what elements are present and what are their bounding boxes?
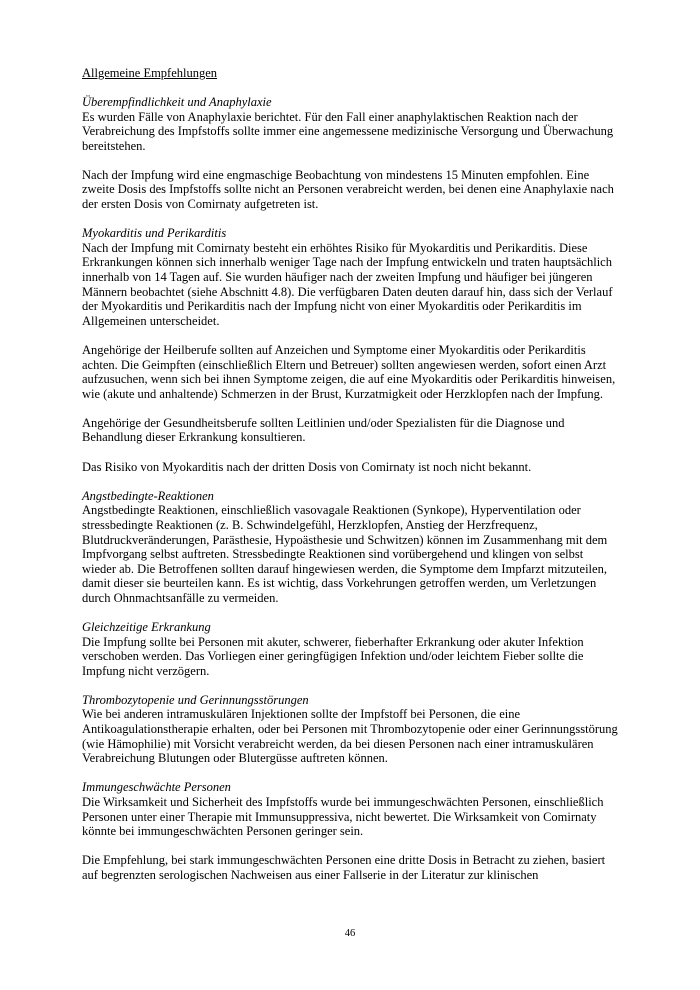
- paragraph: Nach der Impfung mit Comirnaty besteht ein erhöhtes Risiko für Myokarditis und Perikarditis. Diese Erkrankungen können sich innerhalb weniger Tage nach der Impfung entwickeln und traten hauptsächlich innerhalb von 14 Tagen auf. Sie wurden häufiger nach der zweiten Impfung und häufiger bei jüngeren Männern beobachtet (siehe Abschnitt 4.8). Die verfügbaren Daten deuten darauf hin, dass sich der Verlauf der Myokarditis und Perikarditis nach der Impfung nicht von einer Myokarditis oder Perikarditis im Allgemeinen unterscheidet.: [82, 240, 613, 328]
- page-title: Allgemeine Empfehlungen: [82, 66, 218, 80]
- page-number: 46: [344, 928, 356, 939]
- paragraph: Das Risiko von Myokarditis nach der dritten Dosis von Comirnaty ist noch nicht bekannt.: [82, 459, 532, 474]
- paragraph: Angehörige der Gesundheitsberufe sollten Leitlinien und/oder Spezialisten für die Diagnose und Behandlung dieser Erkrankung konsultieren.: [82, 415, 565, 445]
- section-title: Thrombozytopenie und Gerinnungsstörungen: [82, 692, 309, 707]
- paragraph: Wie bei anderen intramuskulären Injektionen sollte der Impfstoff bei Personen, die eine Antikoagulationstherapie erhalten, oder bei Personen mit Thrombozytopenie oder einer Gerinnungsstörung (wie Hämophilie) mit Vorsicht verabreicht werden, da bei diesen Personen nach einer intramuskulären Verabreichung Blutungen oder Blutergüsse auftreten können.: [82, 707, 618, 766]
- section-immungeschwaechte-personen: [82, 780, 618, 882]
- paragraph: Die Impfung sollte bei Personen mit akuter, schwerer, fieberhafter Erkrankung oder akuter Infektion verschoben werden. Das Vorliegen einer geringfügigen Infektion und/oder leichtem Fieber sollte die Impfung nicht verzögern.: [82, 634, 584, 678]
- section-ueberempfindlichkeit-anaphylaxie: [82, 95, 618, 212]
- paragraph: Angstbedingte Reaktionen, einschließlich vasovagale Reaktionen (Synkope), Hyperventilation oder stressbedingte Reaktionen (z. B. Schwindelgefühl, Herzklopfen, Anstieg der Herzfrequenz, Blutdruckveränderungen, Parästhesie, Hypoästhesie und Schwitzen) können im Zusammenhang mit dem Impfvorgang selbst auftreten. Stressbedingte Reaktionen sind vorübergehend und klingen von selbst wieder ab. Die Betroffenen sollten darauf hingewiesen werden, die Symptome dem Impfarzt mitzuteilen, damit dieser sie beurteilen kann. Es ist wichtig, dass Vorkehrungen getroffen werden, um Verletzungen durch Ohnmachtsanfälle zu vermeiden.: [82, 503, 608, 605]
- section-title: Überempfindlichkeit und Anaphylaxie: [82, 95, 272, 109]
- paragraph: Die Wirksamkeit und Sicherheit des Impfstoffs wurde bei immungeschwächten Personen, einschließlich Personen unter einer Therapie mit Immunsuppressiva, nicht bewertet. Die Wirksamkeit von Comirnaty könnte bei immungeschwächten Personen geringer sein.: [82, 794, 604, 839]
- section-title: Gleichzeitige Erkrankung: [82, 620, 211, 635]
- paragraph: Es wurden Fälle von Anaphylaxie berichtet. Für den Fall einer anaphylaktischen Reaktion nach der Verabreichung des Impfstoffs sollte immer eine angemessene medizinische Versorgung und Überwachung bereitstehen.: [82, 109, 614, 153]
- paragraph: Nach der Impfung wird eine engmaschige Beobachtung von mindestens 15 Minuten empfohlen. Eine zweite Dosis des Impfstoffs sollte nicht an Personen verabreicht werden, bei denen eine Anaphylaxie nach der ersten Dosis von Comirnaty aufgetreten ist.: [82, 167, 614, 212]
- section-thrombozytopenie-gerinnungsstoerungen: [82, 693, 618, 766]
- section-gleichzeitige-erkrankung: [82, 620, 618, 678]
- section-myokarditis-perikarditis: [82, 226, 618, 474]
- section-title: Angstbedingte-Reaktionen: [82, 488, 214, 503]
- section-title: Myokarditis und Perikarditis: [82, 226, 227, 241]
- section-title: Immungeschwächte Personen: [82, 780, 231, 795]
- section-angstbedingte-reaktionen: [82, 489, 618, 606]
- paragraph: Angehörige der Heilberufe sollten auf Anzeichen und Symptome einer Myokarditis oder Perikarditis achten. Die Geimpften (einschließlich Eltern und Betreuer) sollten angewiesen werden, sofort einen Arzt aufzusuchen, wenn sich bei ihnen Symptome zeigen, die auf eine Myokarditis oder Perikarditis hinweisen, wie (akute und anhaltende) Schmerzen in der Brust, Kurzatmigkeit oder Herzklopfen nach der Impfung.: [82, 342, 616, 401]
- paragraph: Die Empfehlung, bei stark immungeschwächten Personen eine dritte Dosis in Betracht zu ziehen, basiert auf begrenzten serologischen Nachweisen aus einer Fallserie in der Literatur zur klinischen: [82, 853, 606, 882]
